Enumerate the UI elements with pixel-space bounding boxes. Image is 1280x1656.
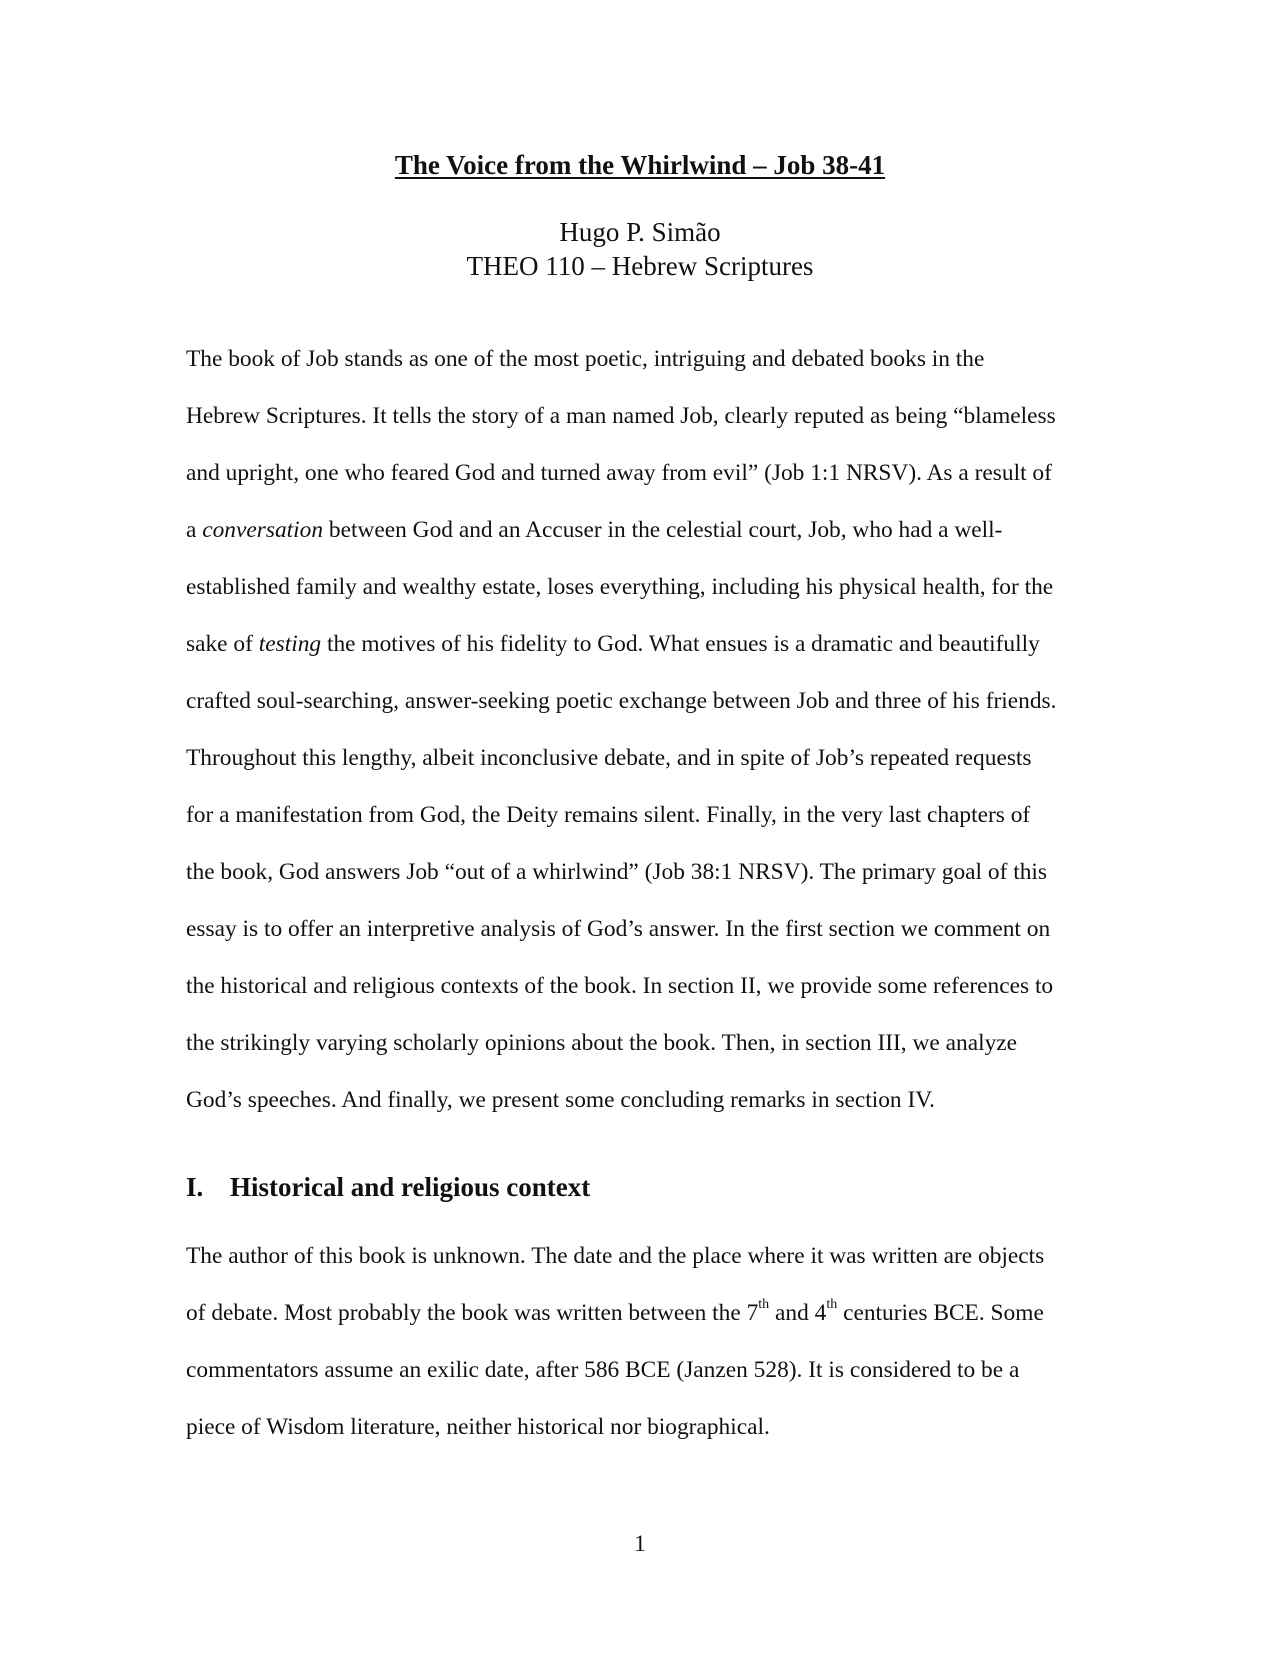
section-text: of debate. Most probably the book was written between the 7 bbox=[186, 1300, 759, 1326]
intro-line: The book of Job stands as one of the most poetic, intriguing and debated books in the bbox=[186, 346, 985, 372]
intro-line: the strikingly varying scholarly opinions about the book. Then, in section III, we analyze bbox=[186, 1030, 1018, 1056]
emphasized-word: conversation bbox=[202, 517, 324, 543]
page-number: 1 bbox=[634, 1531, 646, 1557]
intro-text: sake of bbox=[186, 631, 259, 657]
intro-line: Throughout this lengthy, albeit inconclusive debate, and in spite of Job’s repeated requests bbox=[186, 745, 1032, 771]
section-text: and 4 bbox=[769, 1300, 827, 1326]
section-line: The author of this book is unknown. The date and the place where it was written are objects bbox=[186, 1243, 1045, 1269]
intro-line: God’s speeches. And finally, we present some concluding remarks in section IV. bbox=[186, 1087, 935, 1113]
intro-line: the book, God answers Job “out of a whirlwind” (Job 38:1 NRSV). The primary goal of this bbox=[186, 859, 1047, 885]
intro-text: the motives of his fidelity to God. What ensues is a dramatic and beautifully bbox=[321, 631, 1040, 657]
intro-line: and upright, one who feared God and turned away from evil” (Job 1:1 NRSV). As a result of bbox=[186, 460, 1052, 486]
section-line: piece of Wisdom literature, neither historical nor biographical. bbox=[186, 1414, 770, 1440]
section-line: commentators assume an exilic date, after 586 BCE (Janzen 528). It is considered to be a bbox=[186, 1357, 1020, 1383]
section-line bbox=[186, 1298, 1044, 1328]
section-title: Historical and religious context bbox=[230, 1172, 591, 1202]
section-text: centuries BCE. Some bbox=[837, 1300, 1044, 1326]
emphasized-word: testing bbox=[258, 631, 322, 657]
paper-title: The Voice from the Whirlwind – Job 38-41 bbox=[394, 150, 886, 180]
intro-text: between God and an Accuser in the celestial court, Job, who had a well- bbox=[323, 517, 1003, 543]
section-number: I. bbox=[186, 1172, 204, 1202]
intro-line: for a manifestation from God, the Deity remains silent. Finally, in the very last chapters of bbox=[186, 802, 1031, 828]
intro-text: a bbox=[186, 517, 203, 543]
intro-line bbox=[186, 515, 1002, 545]
intro-line: the historical and religious contexts of the book. In section II, we provide some references to bbox=[186, 973, 1054, 999]
section-heading bbox=[186, 1170, 590, 1204]
ordinal-suffix: th bbox=[826, 1297, 838, 1313]
intro-line: essay is to offer an interpretive analysis of God’s answer. In the first section we comment on bbox=[186, 916, 1051, 942]
intro-line: crafted soul-searching, answer-seeking poetic exchange between Job and three of his friends. bbox=[186, 688, 1057, 714]
intro-line: established family and wealthy estate, loses everything, including his physical health, for the bbox=[186, 574, 1054, 600]
ordinal-suffix: th bbox=[758, 1297, 770, 1313]
intro-line bbox=[186, 629, 1040, 659]
author-name: Hugo P. Simão bbox=[559, 217, 721, 247]
course-name: THEO 110 – Hebrew Scriptures bbox=[466, 251, 814, 281]
intro-line: Hebrew Scriptures. It tells the story of a man named Job, clearly reputed as being “blameless bbox=[186, 403, 1056, 429]
